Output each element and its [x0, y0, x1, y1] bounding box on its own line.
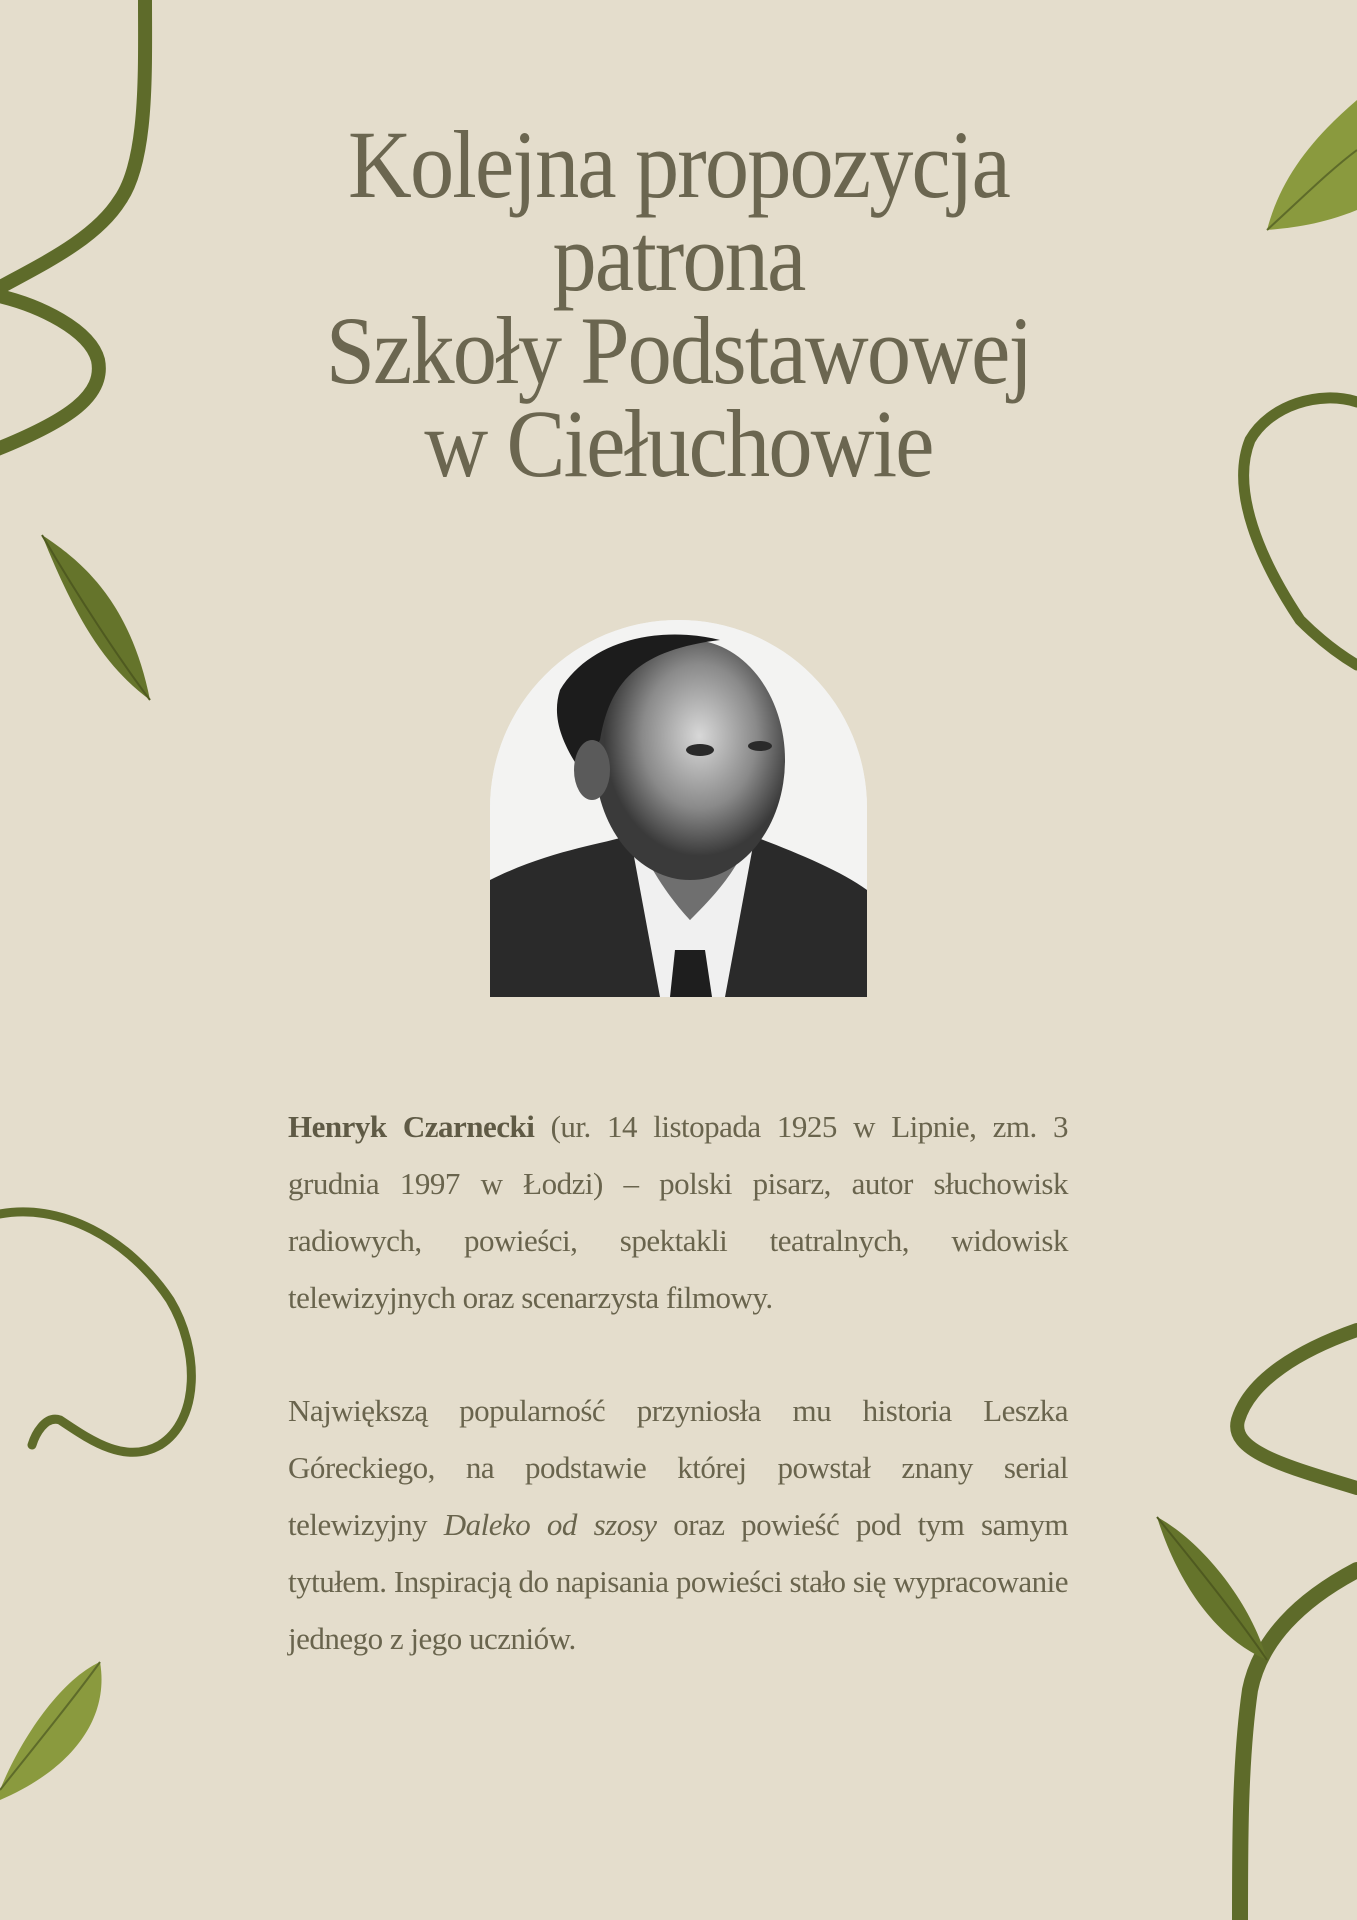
portrait-photo — [490, 620, 867, 997]
leaf-bottom-right — [1157, 1517, 1267, 1660]
person-name: Henryk Czarnecki — [288, 1109, 535, 1144]
leaf-top-right — [1267, 100, 1357, 230]
vine-bottom-right-stem — [1240, 1570, 1357, 1920]
title-line-2: patrona — [552, 204, 805, 311]
vine-left-loop — [0, 295, 99, 450]
paragraph-popularity-text-before: Największą popularność przyniosła mu historia Leszka Góreckiego, na podstawie której powstał znany serial telewizyjny — [288, 1393, 1068, 1542]
paragraph-popularity — [288, 1382, 1068, 1667]
series-title: Daleko od szosy — [443, 1507, 657, 1542]
page-title — [192, 111, 1164, 497]
paragraph-intro-text: (ur. 14 listopada 1925 w Lipnie, zm. 3 grudnia 1997 w Łodzi) – polski pisarz, autor słuchowisk radiowych, powieści, spektakli teatralnych, widowisk telewizyjnych oraz scenarzysta filmowy. — [288, 1109, 1068, 1315]
portrait-image — [490, 620, 867, 997]
leaf-left-upper — [42, 535, 150, 700]
title-line-4: w Ciełuchowie — [424, 390, 933, 497]
title-line-1: Kolejna propozycja — [348, 111, 1009, 218]
vine-top-left — [0, 0, 145, 290]
vine-bottom-right-upper — [1237, 1330, 1357, 1488]
leaf-bottom-left — [0, 1662, 102, 1800]
paragraph-popularity-text-after: oraz powieść pod tym samym tytułem. Inspiracją do napisania powieści stało się wypracowanie jednego z jego uczniów. — [288, 1507, 1068, 1656]
vine-right-loop — [1244, 398, 1357, 665]
vine-bottom-left-loop — [0, 1212, 191, 1453]
title-line-3: Szkoły Podstawowej — [325, 297, 1032, 404]
paragraph-intro — [288, 1098, 1068, 1326]
biography-text — [288, 1098, 1068, 1667]
